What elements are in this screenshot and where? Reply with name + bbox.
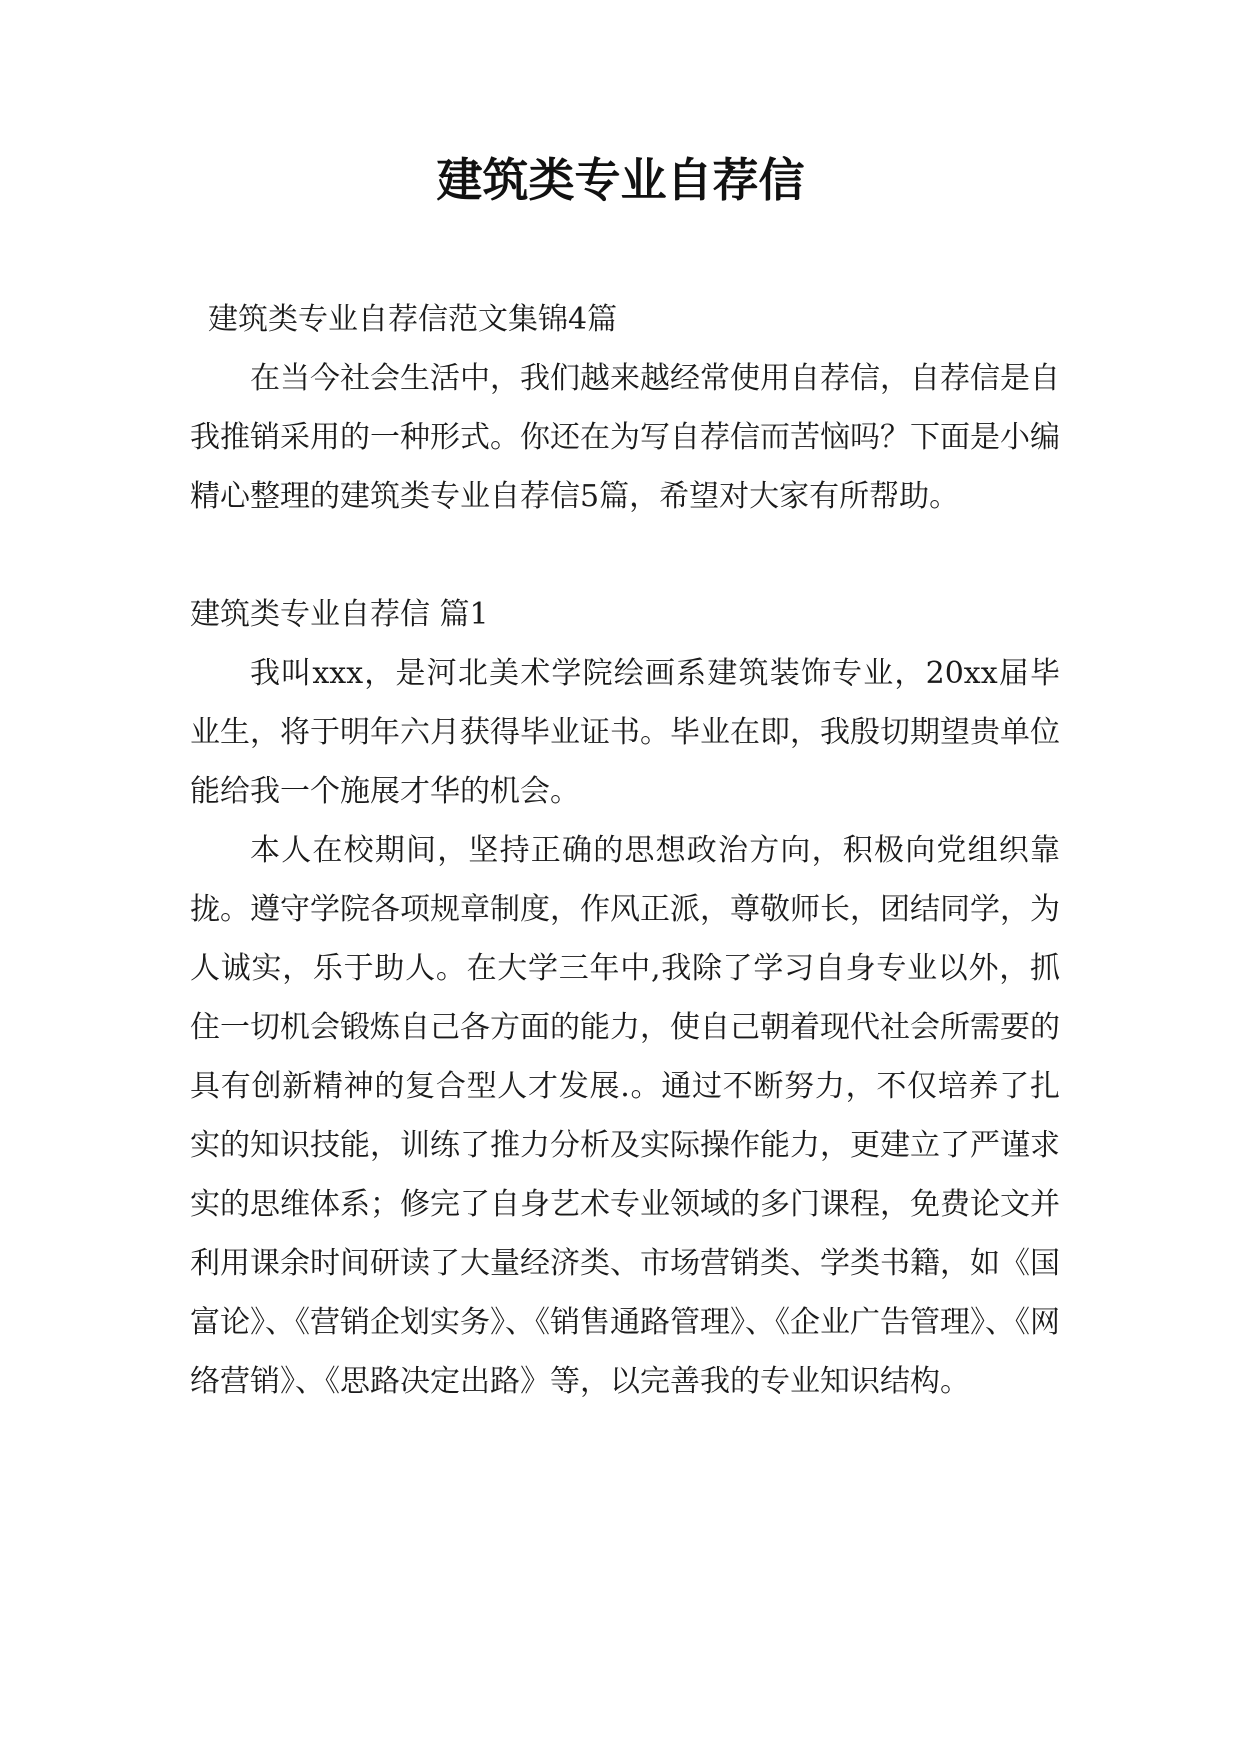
intro-paragraph: 在当今社会生活中，我们越来越经常使用自荐信，自荐信是自我推销采用的一种形式。你还在为写自荐信而苦恼吗？下面是小编精心整理的建筑类专业自荐信5篇，希望对大家有所帮助。 [190, 361, 1060, 514]
document-title: 建筑类专业自荐信 [436, 153, 805, 207]
section-heading: 建筑类专业自荐信 篇1 [190, 597, 489, 632]
body-paragraph: 我叫xxx，是河北美术学院绘画系建筑装饰专业，20xx届毕业生，将于明年六月获得毕业证书。毕业在即，我殷切期望贵单位能给我一个施展才华的机会。 [190, 656, 1060, 809]
document-subtitle: 建筑类专业自荐信范文集锦4篇 [208, 302, 618, 337]
body-paragraph: 本人在校期间，坚持正确的思想政治方向，积极向党组织靠拢。遵守学院各项规章制度，作风正派，尊敬师长，团结同学，为人诚实，乐于助人。在大学三年中,我除了学习自身专业以外，抓住一切机会锻炼自己各方面的能力，使自己朝着现代社会所需要的具有创新精神的复合型人才发展.。通过不断努力，不仅培养了扎实的知识技能，训练了推力分析及实际操作能力，更建立了严谨求实的思维体系；修完了自身艺术专业领域的多门课程，免费论文并利用课余时间研读了大量经济类、市场营销类、学类书籍，如《国富论》、《营销企划实务》、《销售通路管理》、《企业广告管理》、《网络营销》、《思路决定出路》等，以完善我的专业知识结构。 [190, 833, 1060, 1399]
document-body [190, 290, 1060, 1411]
blank-line [190, 526, 1060, 585]
